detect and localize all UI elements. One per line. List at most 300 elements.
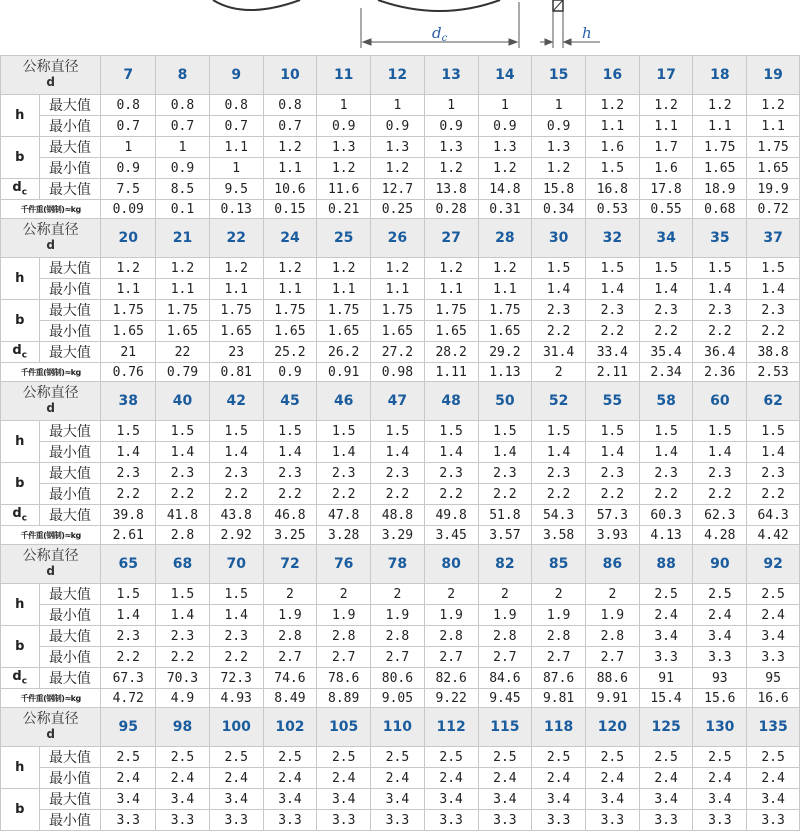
dc-max-cell: 22 <box>156 342 210 363</box>
b-max-cell: 1.1 <box>209 137 263 158</box>
dc-max-cell: 46.8 <box>263 505 317 526</box>
weight-cell: 4.28 <box>693 526 747 545</box>
nominal-symbol: d <box>46 401 55 415</box>
b-max-cell: 2.3 <box>747 463 800 484</box>
dc-max-cell: 93 <box>693 668 747 689</box>
nominal-label-text: 公称直径 <box>22 711 79 727</box>
h-min-cell: 2.4 <box>693 768 747 789</box>
weight-cell: 3.25 <box>263 526 317 545</box>
h-max-cell: 1.2 <box>101 258 156 279</box>
weight-cell: 0.34 <box>532 200 586 219</box>
nominal-symbol: d <box>46 75 55 89</box>
b-min-cell: 1.65 <box>424 321 478 342</box>
dc-max-cell: 23 <box>209 342 263 363</box>
b-min-cell: 2.2 <box>156 484 210 505</box>
b-max-cell: 2.8 <box>317 626 371 647</box>
b-max-cell: 1 <box>101 137 156 158</box>
b-max-cell: 1.3 <box>371 137 425 158</box>
h-min-cell: 1.1 <box>101 279 156 300</box>
b-max-cell: 2.3 <box>532 300 586 321</box>
nominal-diameter-label <box>1 219 101 258</box>
weight-cell: 3.57 <box>478 526 532 545</box>
b-max-cell: 2.3 <box>639 300 693 321</box>
b-min-cell: 3.3 <box>747 647 800 668</box>
b-min-cell: 0.9 <box>156 158 210 179</box>
h-group-label: h <box>1 95 40 137</box>
h-group-label: h <box>1 747 40 789</box>
h-min-cell: 1.4 <box>585 279 639 300</box>
h-min-cell: 1.9 <box>478 605 532 626</box>
header-row <box>1 545 800 584</box>
b-max-cell: 2.3 <box>156 626 210 647</box>
b-min-cell: 2.2 <box>747 321 800 342</box>
h-max-cell: 2.5 <box>478 747 532 768</box>
h-min-cell: 1.9 <box>371 605 425 626</box>
h-max-row <box>1 95 800 116</box>
dc-max-cell: 80.6 <box>371 668 425 689</box>
nominal-diameter: 24 <box>263 219 317 258</box>
nominal-diameter: 12 <box>371 56 425 95</box>
b-min-cell: 2.2 <box>424 484 478 505</box>
dc-max-cell: 18.9 <box>693 179 747 200</box>
weight-label: 千件重(钢制)≈kg <box>1 526 101 545</box>
b-min-cell: 2.2 <box>585 321 639 342</box>
dc-max-cell: 14.8 <box>478 179 532 200</box>
nominal-diameter: 86 <box>585 545 639 584</box>
b-max-cell: 3.4 <box>747 789 800 810</box>
b-max-cell: 2.3 <box>532 463 586 484</box>
nominal-diameter: 70 <box>209 545 263 584</box>
dc-max-cell: 33.4 <box>585 342 639 363</box>
h-min-cell: 1.4 <box>747 279 800 300</box>
h-min-cell: 1.4 <box>209 605 263 626</box>
dc-subscript: c <box>21 513 28 524</box>
h-min-cell: 1.4 <box>747 442 800 463</box>
b-max-cell: 1.6 <box>585 137 639 158</box>
b-min-cell: 1.5 <box>585 158 639 179</box>
weight-cell: 9.22 <box>424 689 478 708</box>
min-label: 最小值 <box>39 605 101 626</box>
b-group-label: b <box>1 463 40 505</box>
nominal-diameter: 42 <box>209 382 263 421</box>
nominal-diameter: 45 <box>263 382 317 421</box>
weight-cell: 3.45 <box>424 526 478 545</box>
b-max-cell: 1.3 <box>317 137 371 158</box>
h-min-cell: 0.9 <box>532 116 586 137</box>
h-max-cell: 2.5 <box>585 747 639 768</box>
min-label: 最小值 <box>39 647 101 668</box>
b-min-cell: 3.3 <box>263 810 317 831</box>
nominal-label-text: 公称直径 <box>22 385 79 401</box>
b-max-cell: 1.3 <box>532 137 586 158</box>
nominal-diameter: 102 <box>263 708 317 747</box>
h-min-cell: 0.9 <box>478 116 532 137</box>
b-min-cell: 2.7 <box>317 647 371 668</box>
b-min-cell: 2.2 <box>101 647 156 668</box>
weight-cell: 0.76 <box>101 363 156 382</box>
b-min-cell: 3.3 <box>693 810 747 831</box>
h-min-cell: 1.4 <box>263 442 317 463</box>
weight-cell: 16.6 <box>747 689 800 708</box>
b-max-cell: 2.8 <box>263 626 317 647</box>
h-max-cell: 1.5 <box>156 421 210 442</box>
h-min-cell: 1.1 <box>747 116 800 137</box>
dc-max-cell: 19.9 <box>747 179 800 200</box>
b-min-cell: 3.3 <box>371 810 425 831</box>
weight-cell: 0.68 <box>693 200 747 219</box>
b-max-cell: 2.3 <box>317 463 371 484</box>
weight-cell: 8.49 <box>263 689 317 708</box>
h-min-cell: 2.4 <box>156 768 210 789</box>
nominal-diameter: 16 <box>585 56 639 95</box>
nominal-diameter: 88 <box>639 545 693 584</box>
weight-cell: 2.36 <box>693 363 747 382</box>
weight-row <box>1 526 800 545</box>
b-min-cell: 2.2 <box>156 647 210 668</box>
b-max-cell: 1.3 <box>478 137 532 158</box>
b-max-cell: 2.3 <box>156 463 210 484</box>
b-max-cell: 1.3 <box>424 137 478 158</box>
weight-cell: 3.58 <box>532 526 586 545</box>
nominal-diameter: 80 <box>424 545 478 584</box>
header-row <box>1 382 800 421</box>
h-max-cell: 2.5 <box>101 747 156 768</box>
max-label: 最大值 <box>39 95 101 116</box>
dc-max-cell: 62.3 <box>693 505 747 526</box>
dc-max-cell: 87.6 <box>532 668 586 689</box>
h-max-cell: 1 <box>424 95 478 116</box>
b-min-cell: 3.3 <box>156 810 210 831</box>
dc-max-cell: 10.6 <box>263 179 317 200</box>
max-label: 最大值 <box>39 421 101 442</box>
weight-cell: 2 <box>532 363 586 382</box>
b-group-label: b <box>1 300 40 342</box>
b-min-cell: 2.2 <box>263 484 317 505</box>
nominal-diameter: 125 <box>639 708 693 747</box>
b-min-cell: 1.65 <box>371 321 425 342</box>
b-min-cell: 1.65 <box>747 158 800 179</box>
h-arrow-left <box>545 39 552 45</box>
dc-max-cell: 95 <box>747 668 800 689</box>
nominal-diameter: 82 <box>478 545 532 584</box>
weight-label: 千件重(钢制)≈kg <box>1 689 101 708</box>
b-max-cell: 2.3 <box>101 463 156 484</box>
nominal-diameter: 25 <box>317 219 371 258</box>
nominal-diameter: 105 <box>317 708 371 747</box>
b-max-cell: 3.4 <box>639 626 693 647</box>
dc-max-cell: 91 <box>639 668 693 689</box>
dc-max-cell: 41.8 <box>156 505 210 526</box>
dc-max-cell: 43.8 <box>209 505 263 526</box>
b-min-row <box>1 321 800 342</box>
b-max-cell: 3.4 <box>317 789 371 810</box>
h-max-row <box>1 584 800 605</box>
h-min-cell: 1.1 <box>209 279 263 300</box>
h-max-cell: 2.5 <box>424 747 478 768</box>
nominal-diameter: 135 <box>747 708 800 747</box>
nominal-diameter: 52 <box>532 382 586 421</box>
h-min-cell: 1.1 <box>317 279 371 300</box>
nominal-diameter: 21 <box>156 219 210 258</box>
h-group-label: h <box>1 421 40 463</box>
b-min-cell: 3.3 <box>424 810 478 831</box>
nominal-diameter: 17 <box>639 56 693 95</box>
nominal-label-text: 公称直径 <box>22 222 79 238</box>
h-min-cell: 1.9 <box>263 605 317 626</box>
max-label: 最大值 <box>39 137 101 158</box>
h-min-cell: 1.1 <box>478 279 532 300</box>
nominal-diameter: 15 <box>532 56 586 95</box>
h-min-cell: 1.9 <box>424 605 478 626</box>
max-label: 最大值 <box>39 179 101 200</box>
b-min-cell: 2.7 <box>424 647 478 668</box>
nominal-diameter: 40 <box>156 382 210 421</box>
h-group-label: h <box>1 258 40 300</box>
b-max-cell: 2.3 <box>693 300 747 321</box>
h-max-cell: 1.5 <box>532 258 586 279</box>
dc-max-cell: 21 <box>101 342 156 363</box>
h-max-cell: 1.5 <box>585 258 639 279</box>
b-max-cell: 2.3 <box>585 300 639 321</box>
h-min-cell: 1.1 <box>693 116 747 137</box>
h-max-cell: 1.2 <box>371 258 425 279</box>
b-min-cell: 1.2 <box>317 158 371 179</box>
weight-cell: 4.72 <box>101 689 156 708</box>
b-min-cell: 2.2 <box>209 647 263 668</box>
h-min-cell: 1.4 <box>478 442 532 463</box>
h-max-cell: 1.5 <box>263 421 317 442</box>
weight-cell: 2.8 <box>156 526 210 545</box>
b-max-cell: 2.3 <box>101 626 156 647</box>
weight-cell: 4.93 <box>209 689 263 708</box>
weight-row <box>1 200 800 219</box>
h-min-cell: 1.4 <box>532 279 586 300</box>
b-max-cell: 3.4 <box>424 789 478 810</box>
h-min-cell: 1.1 <box>371 279 425 300</box>
weight-cell: 0.25 <box>371 200 425 219</box>
dc-group-label <box>1 505 40 526</box>
dc-max-cell: 51.8 <box>478 505 532 526</box>
b-max-cell: 3.4 <box>209 789 263 810</box>
b-min-row <box>1 810 800 831</box>
b-max-cell: 2.3 <box>747 300 800 321</box>
h-max-cell: 2.5 <box>747 584 800 605</box>
weight-cell: 0.81 <box>209 363 263 382</box>
h-max-row <box>1 258 800 279</box>
nominal-diameter: 130 <box>693 708 747 747</box>
dc-subscript: c <box>21 676 28 687</box>
b-max-cell: 3.4 <box>693 626 747 647</box>
nominal-diameter: 14 <box>478 56 532 95</box>
h-min-cell: 2.4 <box>747 768 800 789</box>
dc-max-cell: 88.6 <box>585 668 639 689</box>
weight-cell: 0.31 <box>478 200 532 219</box>
dc-max-cell: 9.5 <box>209 179 263 200</box>
dc-max-cell: 29.2 <box>478 342 532 363</box>
h-min-cell: 2.4 <box>317 768 371 789</box>
nominal-diameter: 85 <box>532 545 586 584</box>
nominal-diameter: 120 <box>585 708 639 747</box>
dc-dimension-label: $d_c$ <box>432 24 448 44</box>
dc-max-cell: 67.3 <box>101 668 156 689</box>
h-min-cell: 0.7 <box>156 116 210 137</box>
nominal-label-text: 公称直径 <box>22 59 79 75</box>
dc-symbol: d <box>12 669 22 685</box>
b-max-row <box>1 626 800 647</box>
b-min-cell: 2.2 <box>478 484 532 505</box>
nominal-diameter: 37 <box>747 219 800 258</box>
h-max-cell: 1.2 <box>424 258 478 279</box>
b-max-cell: 2.8 <box>371 626 425 647</box>
nominal-diameter-label <box>1 545 101 584</box>
h-max-cell: 2.5 <box>693 747 747 768</box>
nominal-diameter: 13 <box>424 56 478 95</box>
weight-label: 千件重(钢制)≈kg <box>1 200 101 219</box>
dimension-drawing <box>0 0 800 55</box>
dc-max-row <box>1 505 800 526</box>
h-min-cell: 1.1 <box>585 116 639 137</box>
nominal-diameter: 48 <box>424 382 478 421</box>
dc-subscript: c <box>21 350 28 361</box>
dc-symbol: d <box>12 180 22 196</box>
nominal-diameter: 8 <box>156 56 210 95</box>
b-max-cell: 1.75 <box>371 300 425 321</box>
min-label: 最小值 <box>39 321 101 342</box>
max-label: 最大值 <box>39 342 101 363</box>
b-min-cell: 1.65 <box>263 321 317 342</box>
weight-cell: 9.05 <box>371 689 425 708</box>
weight-row <box>1 363 800 382</box>
nominal-diameter: 62 <box>747 382 800 421</box>
weight-cell: 0.09 <box>101 200 156 219</box>
h-dimension-label: h <box>582 24 592 42</box>
b-max-cell: 1 <box>156 137 210 158</box>
b-min-cell: 3.3 <box>209 810 263 831</box>
header-row <box>1 708 800 747</box>
b-min-cell: 3.3 <box>639 647 693 668</box>
weight-cell: 9.91 <box>585 689 639 708</box>
b-max-cell: 1.2 <box>263 137 317 158</box>
nominal-diameter: 32 <box>585 219 639 258</box>
h-max-cell: 1.5 <box>693 258 747 279</box>
h-min-cell: 2.4 <box>585 768 639 789</box>
h-max-cell: 1.2 <box>693 95 747 116</box>
b-max-cell: 2.3 <box>424 463 478 484</box>
b-max-cell: 1.75 <box>747 137 800 158</box>
nominal-diameter: 58 <box>639 382 693 421</box>
nominal-diameter: 110 <box>371 708 425 747</box>
nominal-diameter: 35 <box>693 219 747 258</box>
b-min-cell: 2.2 <box>532 321 586 342</box>
b-max-cell: 1.75 <box>209 300 263 321</box>
b-min-cell: 2.2 <box>532 484 586 505</box>
b-max-cell: 2.3 <box>585 463 639 484</box>
b-group-label: b <box>1 789 40 831</box>
h-min-cell: 1.1 <box>156 279 210 300</box>
nominal-diameter: 112 <box>424 708 478 747</box>
dc-symbol: d <box>12 343 22 359</box>
min-label: 最小值 <box>39 768 101 789</box>
h-max-cell: 0.8 <box>209 95 263 116</box>
nominal-diameter: 100 <box>209 708 263 747</box>
weight-cell: 8.89 <box>317 689 371 708</box>
b-min-cell: 3.3 <box>747 810 800 831</box>
b-min-cell: 2.2 <box>639 484 693 505</box>
washer-spec-table <box>0 55 800 831</box>
h-max-cell: 1.2 <box>585 95 639 116</box>
weight-cell: 0.55 <box>639 200 693 219</box>
h-max-cell: 1.2 <box>317 258 371 279</box>
b-max-cell: 3.4 <box>639 789 693 810</box>
h-min-cell: 0.7 <box>263 116 317 137</box>
weight-cell: 0.28 <box>424 200 478 219</box>
dc-max-row <box>1 179 800 200</box>
h-max-cell: 1.5 <box>747 258 800 279</box>
b-group-label: b <box>1 137 40 179</box>
b-max-cell: 2.8 <box>532 626 586 647</box>
b-min-row <box>1 484 800 505</box>
weight-cell: 3.28 <box>317 526 371 545</box>
h-min-cell: 1.1 <box>263 279 317 300</box>
dc-max-cell: 12.7 <box>371 179 425 200</box>
h-max-cell: 1.5 <box>424 421 478 442</box>
dc-max-cell: 57.3 <box>585 505 639 526</box>
b-min-cell: 1.65 <box>317 321 371 342</box>
h-min-cell: 1.4 <box>156 605 210 626</box>
h-max-cell: 1 <box>317 95 371 116</box>
b-max-cell: 2.3 <box>209 626 263 647</box>
min-label: 最小值 <box>39 158 101 179</box>
h-min-cell: 2.4 <box>639 605 693 626</box>
h-min-cell: 1.4 <box>101 442 156 463</box>
b-group-label: b <box>1 626 40 668</box>
weight-cell: 0.15 <box>263 200 317 219</box>
b-max-cell: 3.4 <box>532 789 586 810</box>
h-max-cell: 1.5 <box>101 421 156 442</box>
h-max-cell: 1.5 <box>209 584 263 605</box>
b-min-cell: 3.3 <box>317 810 371 831</box>
weight-cell: 15.4 <box>639 689 693 708</box>
h-min-cell: 1.4 <box>101 605 156 626</box>
h-max-cell: 1.5 <box>639 421 693 442</box>
h-max-cell: 2.5 <box>639 747 693 768</box>
dc-group-label <box>1 179 40 200</box>
nominal-diameter-label <box>1 382 101 421</box>
b-max-cell: 3.4 <box>371 789 425 810</box>
dc-group-label <box>1 342 40 363</box>
b-max-cell: 2.3 <box>693 463 747 484</box>
h-max-cell: 1.5 <box>747 421 800 442</box>
dc-max-cell: 78.6 <box>317 668 371 689</box>
nominal-diameter: 95 <box>101 708 156 747</box>
h-max-cell: 1 <box>532 95 586 116</box>
nominal-symbol: d <box>46 564 55 578</box>
h-max-cell: 2 <box>263 584 317 605</box>
b-max-row <box>1 789 800 810</box>
b-max-cell: 1.75 <box>101 300 156 321</box>
h-min-cell: 2.4 <box>371 768 425 789</box>
dc-max-cell: 35.4 <box>639 342 693 363</box>
nominal-symbol: d <box>46 727 55 741</box>
weight-cell: 2.61 <box>101 526 156 545</box>
nominal-diameter: 60 <box>693 382 747 421</box>
weight-cell: 2.11 <box>585 363 639 382</box>
nominal-diameter-label <box>1 56 101 95</box>
dc-max-cell: 16.8 <box>585 179 639 200</box>
dc-max-row <box>1 668 800 689</box>
h-max-cell: 1.5 <box>371 421 425 442</box>
b-min-cell: 0.9 <box>101 158 156 179</box>
